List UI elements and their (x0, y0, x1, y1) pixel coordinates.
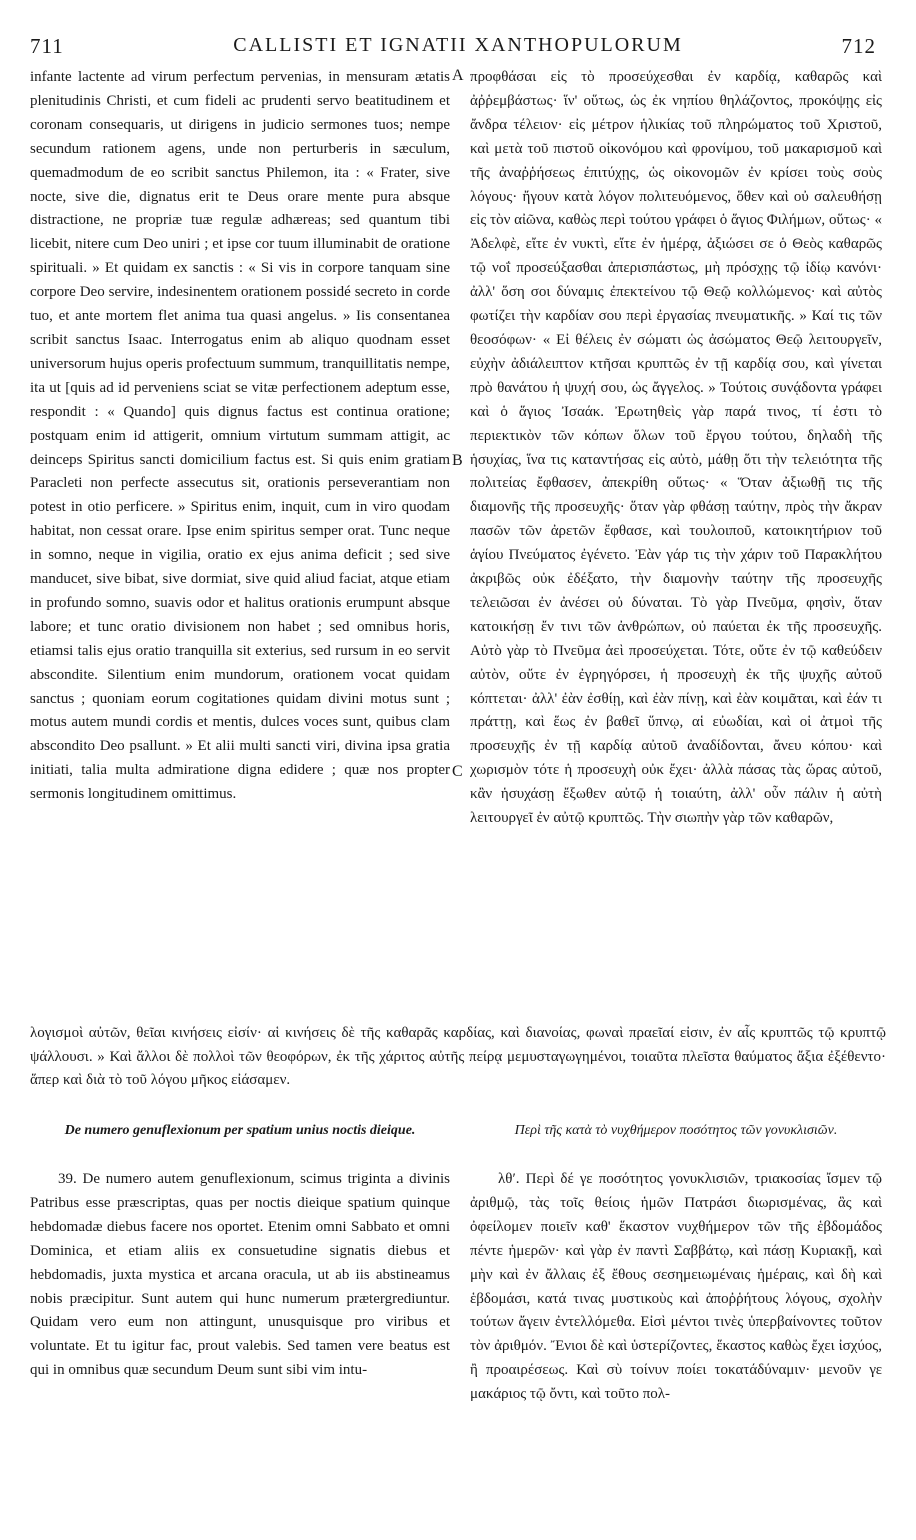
page-number-left: 711 (30, 34, 64, 58)
margin-letter-a: A (452, 67, 464, 84)
greek-full-width-paragraph: λογισμοὶ αὐτῶν, θεῖαι κινήσεις εἰσίν· αἱ κινήσεις δὲ τῆς καθαρᾶς καρδίας, καὶ διανοίας, φωναὶ πραεῖαί εἰσιν, ἐν αἷς κρυπτῶς τῷ κρυπτῷ ψάλλουσι. » Καὶ ἄλλοι δὲ πολλοὶ τῶν θεοφόρων, ἐκ τῆς χάριτος αὐτῆς πείρᾳ μεμυσταγωγημένοι, τοιαῦτα πλεῖστα θαύματος ἄξια ἐξέθεντο· ἅπερ καὶ διὰ τὸ τοῦ λόγου μῆκος εἰάσαμεν. (30, 1025, 886, 1088)
greek-column-bottom (470, 1168, 882, 1407)
running-title: CALLISTI ET IGNATII XANTHOPULORUM (233, 34, 683, 56)
latin-column-top (30, 66, 450, 807)
latin-column-bottom (30, 1168, 450, 1383)
page-number-right: 712 (841, 34, 876, 58)
greek-section-heading: Περὶ τῆς κατὰ τὸ νυχθήμερον ποσότητος τῶν γονυκλισιῶν. (514, 1123, 838, 1138)
greek-column-top (470, 66, 882, 831)
greek-paragraph: προφθάσαι εἰς τὸ προσεύχεσθαι ἐν καρδίᾳ, καθαρῶς καὶ ἀῤῥεμβάστως· ἵν' οὕτως, ὡς ἐκ νηπίου θηλάζοντος, προκόψῃς εἰς ἄνδρα τέλειον· εἰς μέτρον ἡλικίας τοῦ πληρώματος τοῦ Χριστοῦ, καὶ μετὰ τοῦ πιστοῦ οἰκονόμου καὶ φρονίμου, τοῦ μακαρισμοῦ καὶ τῆς ἀναῤῥήσεως ἐπιτύχῃς, ὡς οἰκονομῶν ἐν κρίσει τοὺς σοὺς λόγους· ἤγουν κατὰ λόγον πολιτευόμενος, ὅθεν καὶ οὐ σαλευθήσῃ εἰς τὸν αἰῶνα, καθὼς περὶ τούτου γράφει ὁ ἅγιος Φιλήμων, οὕτως· « Ἀδελφὲ, εἴτε ἐν νυκτὶ, εἴτε ἐν ἡμέρᾳ, ἀξιώσει σε ὁ Θεὸς καθαρῶς τῷ νοΐ προσεύξασθαι ἀπερισπάστως, μὴ πρόσχῃς τῷ ἰδίῳ κανόνι· ἀλλ' ὅση σοι δύναμις ἐπεκτείνου τῷ Θεῷ κολλώμενος· καὶ αὐτὸς φωτίζει τὴν καρδίαν σου περὶ ἐργασίας πνευματικῆς. » Καί τις τῶν θεοσόφων· « Εἰ θέλεις ἐν σώματι ὡς ἀσώματος Θεῷ λειτουργεῖν, εὐχὴν ἀδιάλειπτον κτῆσαι κρυπτῶς ἐν τῇ καρδίᾳ σου, καὶ γίνεται πρὸ θανάτου ἡ ψυχή σου, ὡς ἄγγελος. » Τούτοις συνᾴδοντα γράφει καὶ ὁ ἅγιος Ἰσαάκ. Ἐρωτηθεὶς γὰρ παρά τινος, τί ἐστι τὸ περιεκτικὸν τῶν κόπων ὅλων τοῦ ἔργου τούτου, δηλαδὴ τῆς ἡσυχίας, ἵνα τις καταντήσας εἰς αὐτὸ, μάθῃ ὅτι τὴν τελειότητα τῆς πολιτείας ἔφθασεν, ἀπεκρίθη οὕτως· « Ὅταν ἀξιωθῇ τις τῆς διαμονῆς τῆς προσευχῆς· ὅταν γὰρ φθάσῃ ταύτην, πρὸς τὴν ἄκραν πασῶν τῶν ἀρετῶν ἔφθασε, καὶ τουλοιποῦ, κατοικητήριον τοῦ ἁγίου Πνεύματος ἐγένετο. Ἐὰν γάρ τις τὴν χάριν τοῦ Παρακλήτου ἀκριβῶς οὐκ ἐδέξατο, τὴν διαμονὴν ταύτην τῆς προσευχῆς τελειῶσαι ἐν ἀνέσει οὐ δύναται. Τὸ γὰρ Πνεῦμα, φησὶν, ὅταν κατοικήσῃ ἔν τινι τῶν ἀνθρώπων, οὐ παύεται ἐκ τῆς προσευχῆς. Αὐτὸ γὰρ τὸ Πνεῦμα ἀεὶ προσεύχεται. Τότε, οὔτε ἐν τῷ καθεύδειν αὐτὸν, οὔτε ἐν ἐγρηγόρσει, ἡ προσευχὴ ἐκ τῆς ψυχῆς αὐτοῦ κόπτεται· ἀλλ' ἐὰν ἐσθίῃ, καὶ ἐὰν πίνῃ, καὶ ἐὰν κοιμᾶται, καὶ ἐάν τι πράττῃ, καὶ ἕως ἐν βαθεῖ ὕπνῳ, αἱ εὐωδίαι, καὶ οἱ ἀτμοὶ τῆς προσευχῆς ἐν τῇ καρδίᾳ αὐτοῦ ἀναδίδονται, ἄνευ κόπου· καὶ χωρισμὸν τότε ἡ προσευχὴ οὐκ ἔχει· ἀλλὰ πάσας τὰς ὥρας αὐτοῦ, κἂν ἡσυχάσῃ ἔξωθεν αὐτῷ ἡ τοιαύτη, ἀλλ' οὖν πάλιν ἡ αὐτὴ λειτουργεῖ ἐν αὐτῷ κρυπτῶς. Τὴν σιωπὴν γὰρ τῶν καθαρῶν, (470, 69, 882, 827)
margin-letter-b: B (452, 452, 463, 469)
latin-paragraph: infante lactente ad virum perfectum pervenias, in mensuram ætatis plenitudinis Christi, et cum fideli ac prudenti servo beatitudinem et coronam consequaris, ut dirigens in judicio sermones tuos; nempe secundum rationem agens, unde non perturberis in sæculum, quemadmodum de eo scribit sanctus Philemon, ita : « Frater, sive nocte, sive die, dignatus erit te Deus orare mente pura absque distractione, ne propriæ tuæ regulæ adhæreas; sed quantum tibi licebit, nitere cum Deo uniri ; et ipse cor tuum illuminabit de oratione spirituali. » Et quidam ex sanctis : « Si vis in corpore tanquam sine corpore Deo servire, indesinentem orationem possidé secreto in corde tuo, et ante mortem flet anima tua quasi angelus. » Iis consentanea scribit sanctus Isaac. Interrogatus enim ab aliquo quodnam esset universorum hujus operis profectuum summum, tranquillitatis nempe, ita ut [quis ad id perveniens sciat se vitæ perfectionem adeptum esse, respondit : « Quando] quis dignus factus est continua oratione; postquam enim id attigerit, omnium virtutum summam attigit, ac deinceps Spiritus sancti domicilium factus est. Si quis enim gratiam Paracleti non perfecte assecutus sit, orationis perseverantiam non potest in otio perficere. » Spiritus enim, inquit, cum in viro quodam habitat, non cessat orare. Ipse enim spiritus semper orat. Tunc neque in somno, neque in vigilia, oratio ex ejus anima deficit ; sed sive manducet, sive bibat, sive dormiat, sive quid aliud faciat, atque etiam in profundo somno, suavis odor et halitus orationis erumpunt absque labore; et tunc oratio divisionem non habet ; sed omnibus horis, etiamsi talis ejus oratio tranquilla sit exterius, sed rursum in eo servit abscondite. Silentium enim mundorum, orationem vocat quidam sanctus ; quoniam eorum cogitationes quidam divini motus sunt ; motus autem mundi cordis et mentis, dulces voces sunt, quibus clam abscondito Deo psallunt. » Et alii multi sancti viri, divina ipsa gratia initiati, talia multa admiratione digna edidere ; quæ nos propter sermonis longitudinem omittimus. (30, 69, 450, 803)
greek-paragraph-39: λθʹ. Περὶ δέ γε ποσότητος γονυκλισιῶν, τριακοσίας ἴσμεν τῷ ἀριθμῷ, τὰς τοῖς θείοις ἡμῶν Πατράσι διωρισμένας, ἃς καὶ ὀφείλομεν ποιεῖν καθ' ἕκαστον νυχθήμερον τῶν τῆς ἑβδομάδος πέντε ἡμερῶν· καὶ γὰρ ἐν παντὶ Σαββάτῳ, καὶ πάσῃ Κυριακῇ, καὶ μὴν καὶ ἐν ἄλλαις ἐξ ἔθους σεσημειωμέναις ἡμέραις, καὶ δὴ καὶ ἑβδομάσι, κατά τινας μυστικοὺς καὶ ἀποῤῥήτους λόγους, σχολὴν τούτων ἄγειν ἐντελλόμεθα. Εἰσὶ μέντοι τινὲς ὑπερβαίνοντες τοῦτον τὸν ἀριθμόν. Ἔνιοι δὲ καὶ ὑστερίζοντες, ἕκαστος καθὼς ἔχει ἰσχύος, ἢ προαιρέσεως. Καὶ σὺ τοίνυν ποίει τοκατάδύναμιν· μενοῦν γε μακάριος τῷ ὄντι, καὶ τοῦτο πολ- (470, 1171, 882, 1403)
latin-paragraph-39: 39. De numero autem genuflexionum, scimus triginta a divinis Patribus esse præscriptas, quas per noctis dieique spatium quinque hebdomadæ diebus facere nos oportet. Etenim omni Sabbato et omni Dominica, et etiam aliis ex consuetudine signatis diebus et hebdomadis, juxta mystica et arcana oracula, ut ab iis abstineamus nobis præcipitur. Sunt autem qui hunc numerum prætergrediuntur. Quidam vero eum non attingunt, unusquisque pro viribus et voluntate. Et tu igitur fac, prout valebis. Sed tamen vere beatus est qui in omnibus quæ secundum Deum sunt sibi vim intu- (30, 1171, 450, 1379)
margin-letter-c: C (452, 763, 463, 780)
latin-section-heading: De numero genuflexionum per spatium unius noctis dieique. (64, 1123, 416, 1138)
